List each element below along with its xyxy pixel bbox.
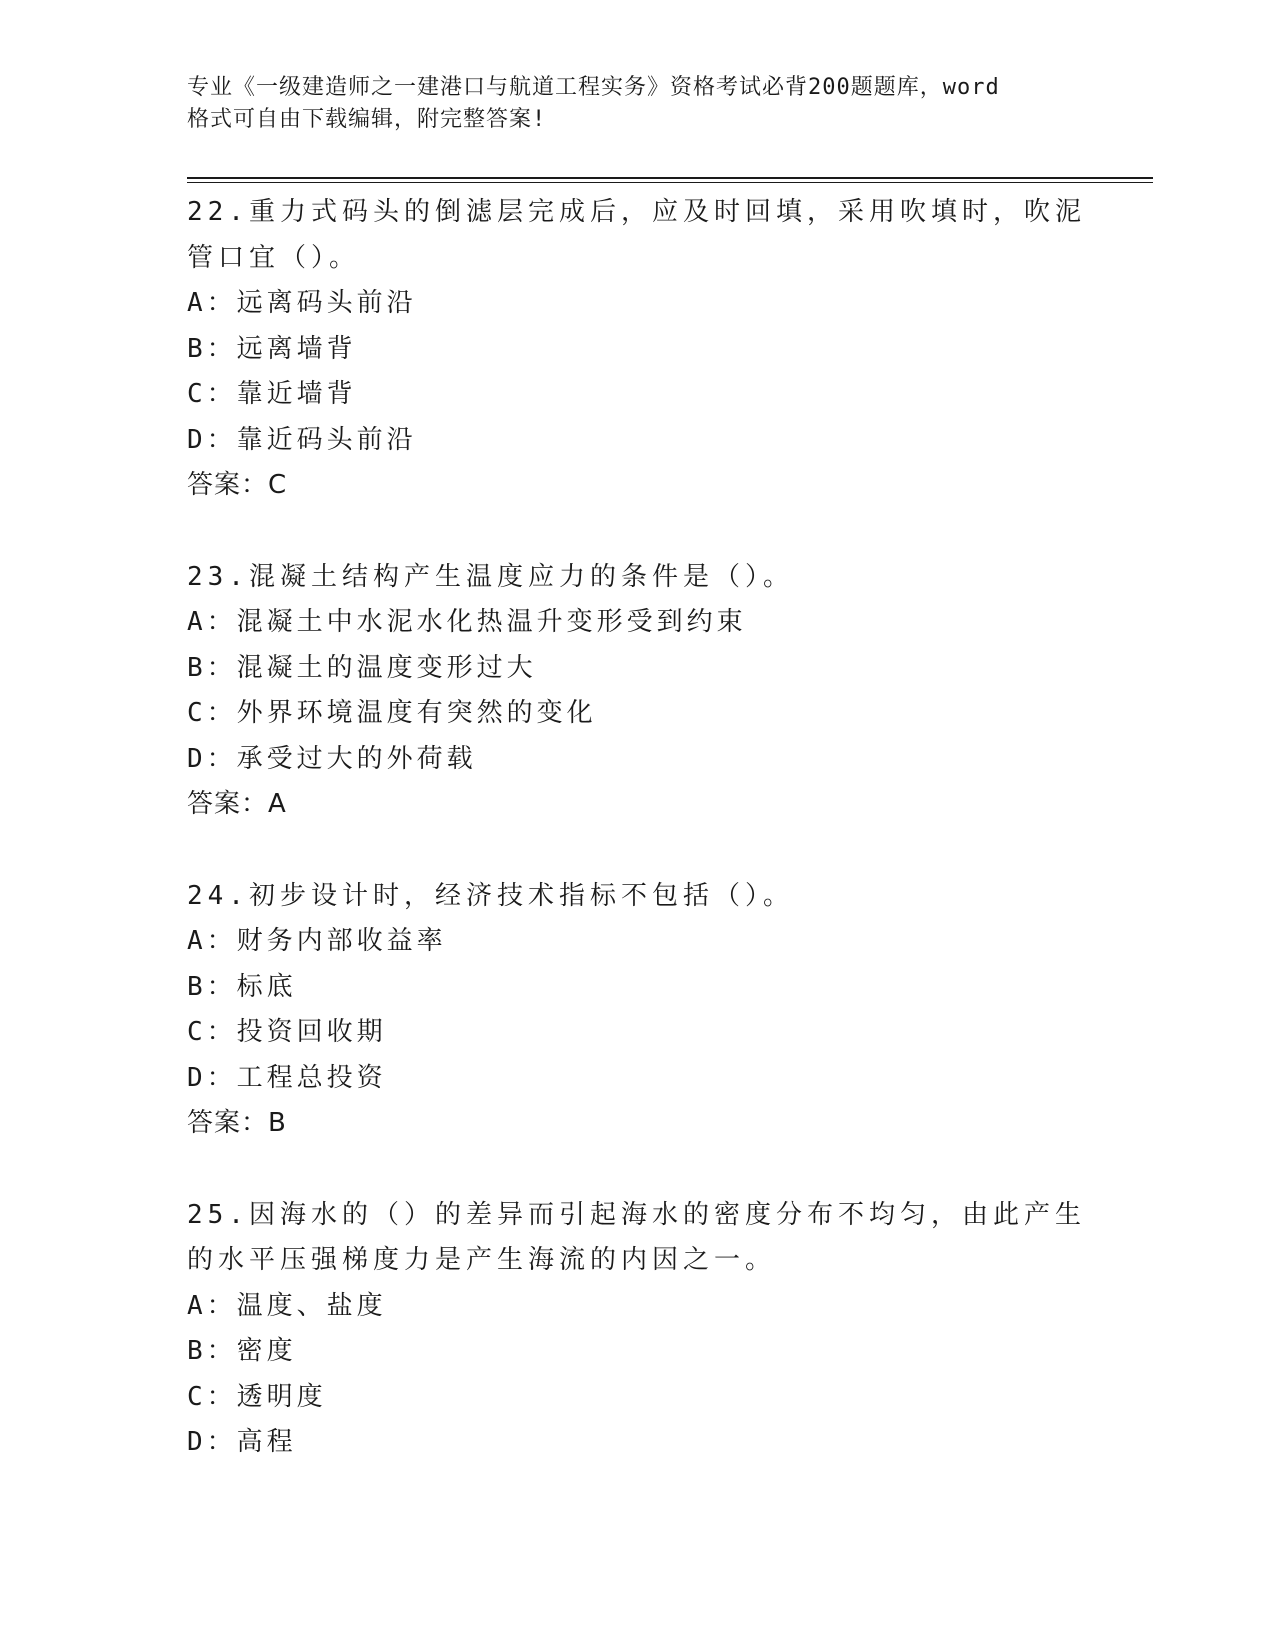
option-c: C：靠近墙背 [187,379,357,409]
option-c: C：透明度 [187,1381,327,1412]
question-text: 25.因海水的（）的差异而引起海水的密度分布不均匀，由此产生的水平压强梯度力是产生海流的内因之一。 [187,1199,1086,1275]
header-divider-thin [187,182,1153,183]
header-line-1: 专业《一级建造师之一建港口与航道工程实务》资格考试必背200题题库，word [187,75,1000,100]
question-block [187,190,1087,509]
document-header [187,72,1067,136]
question-text: 24.初步设计时，经济技术指标不包括（）。 [187,880,794,911]
option-c: C：投资回收期 [187,1017,387,1047]
option-a: A：远离码头前沿 [187,288,417,318]
option-d: D：工程总投资 [187,1062,387,1093]
question-block [187,1193,1087,1466]
option-b: B：混凝土的温度变形过大 [187,652,537,683]
answer-line: 答案：B [187,1108,287,1138]
question-list [187,190,1087,1512]
option-d: D：高程 [187,1427,297,1457]
option-a: A：混凝土中水泥水化热温升变形受到约束 [187,607,747,637]
question-block [187,874,1087,1147]
option-b: B：密度 [187,1336,297,1366]
option-a: A：温度、盐度 [187,1290,387,1321]
header-line-2: 格式可自由下载编辑，附完整答案! [187,107,547,132]
question-text: 22.重力式码头的倒滤层完成后，应及时回填，采用吹填时，吹泥管口宜（）。 [187,197,1086,273]
option-d: D：靠近码头前沿 [187,424,417,455]
answer-line: 答案：A [187,789,287,819]
answer-line: 答案：C [187,470,288,500]
option-a: A：财务内部收益率 [187,926,447,956]
question-text: 23.混凝土结构产生温度应力的条件是（）。 [187,561,794,592]
option-b: B：标底 [187,971,297,1002]
option-c: C：外界环境温度有突然的变化 [187,698,597,728]
header-divider-thick [187,177,1153,179]
option-b: B：远离墙背 [187,333,357,364]
option-d: D：承受过大的外荷载 [187,743,477,774]
question-block [187,555,1087,828]
